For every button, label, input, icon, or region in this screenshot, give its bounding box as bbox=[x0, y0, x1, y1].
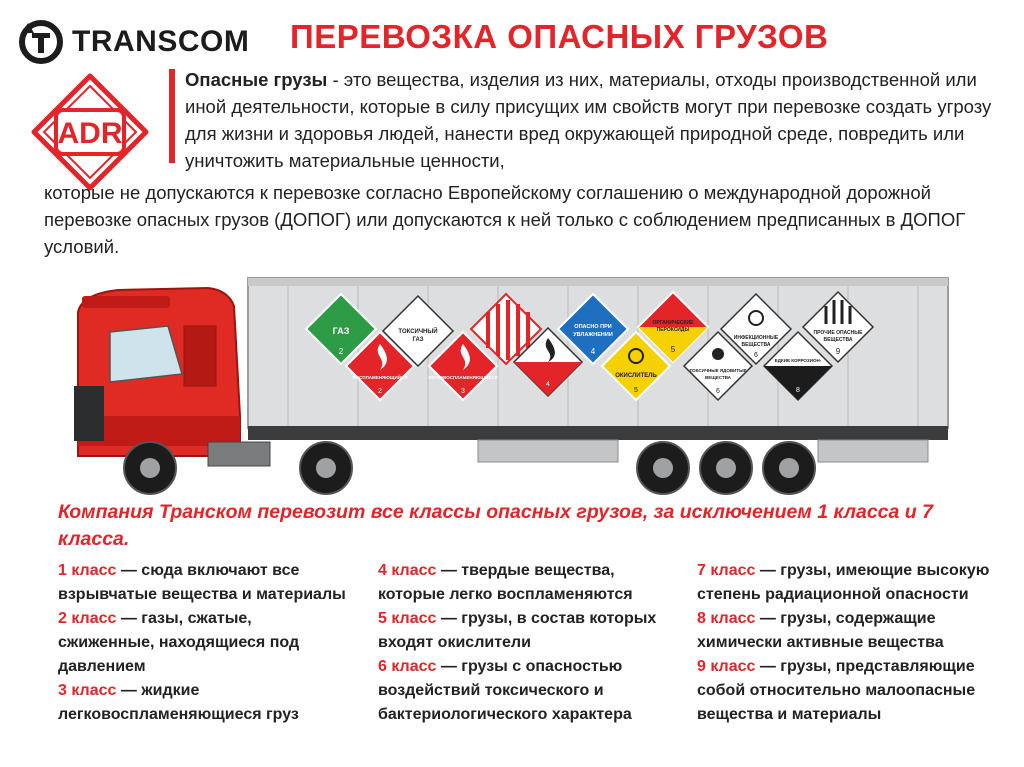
svg-text:УВЛАЖНЕНИИ: УВЛАЖНЕНИИ bbox=[573, 332, 613, 338]
page-title: ПЕРЕВОЗКА ОПАСНЫХ ГРУЗОВ bbox=[290, 18, 829, 55]
intro-term: Опасные грузы bbox=[185, 69, 328, 90]
company-note: Компания Транском перевозит все классы опасных грузов, за исключением 1 класса и 7 класса. bbox=[58, 501, 933, 550]
class-8-item: 8 класс — грузы, содержащие химически активные вещества bbox=[697, 610, 944, 651]
classes-column-1 bbox=[58, 559, 348, 727]
classes-column-2 bbox=[378, 559, 678, 727]
svg-text:ВЕЩЕСТВА: ВЕЩЕСТВА bbox=[741, 342, 771, 348]
svg-text:ТОКСИЧНЫЕ ЯДОВИТЫЕ: ТОКСИЧНЫЕ ЯДОВИТЫЕ bbox=[689, 368, 747, 373]
svg-text:ВЕЩЕСТВА: ВЕЩЕСТВА bbox=[704, 375, 732, 380]
svg-text:ОПАСНО ПРИ: ОПАСНО ПРИ bbox=[574, 324, 612, 330]
class-5-item: 5 класс — грузы, в состав которых входят окислители bbox=[378, 610, 657, 651]
svg-text:ВЕЩЕСТВА: ВЕЩЕСТВА bbox=[823, 337, 853, 343]
intro-definition-1: - это вещества, изделия из них, материалы, отходы производственной или иной деятельности, которые в силу присущих им свойств могут при перевозке создать угрозу для жизни и здоровья людей, нанести вред окружающей природной среде, повредить или уничтожить материальные ценности, bbox=[185, 69, 992, 171]
svg-text:8: 8 bbox=[796, 387, 800, 394]
svg-text:ГАЗ: ГАЗ bbox=[332, 326, 350, 336]
adr-diamond-icon bbox=[30, 72, 150, 192]
svg-text:3: 3 bbox=[461, 388, 465, 395]
brand-name: TRANSCOM bbox=[72, 25, 250, 58]
intro-definition-2: которые не допускаются к перевозке согласно Европейскому соглашению о международной дорожной перевозке опасных грузов (ДОПОГ) или допускаются к ней только с соблюдением предписанных в ДОПОГ условий. bbox=[44, 182, 966, 257]
svg-text:6: 6 bbox=[716, 388, 720, 395]
svg-text:ПРОЧИЕ ОПАСНЫЕ: ПРОЧИЕ ОПАСНЫЕ bbox=[813, 330, 863, 336]
svg-text:ЕДКИЕ КОРРОЗИОН-: ЕДКИЕ КОРРОЗИОН- bbox=[774, 358, 822, 363]
classes-column-3 bbox=[697, 559, 1007, 727]
svg-text:5: 5 bbox=[670, 345, 676, 354]
svg-text:4: 4 bbox=[590, 347, 596, 356]
svg-text:4: 4 bbox=[546, 381, 550, 388]
class-7-item: 7 класс — грузы, имеющие высокую степень радиационной опасности bbox=[697, 562, 990, 603]
brand-logo bbox=[18, 14, 249, 70]
svg-text:ПЕРОКСИДЫ: ПЕРОКСИДЫ bbox=[656, 327, 690, 333]
accent-bar bbox=[169, 69, 175, 163]
svg-text:5: 5 bbox=[634, 387, 638, 394]
svg-text:ОКИСЛИТЕЛЬ: ОКИСЛИТЕЛЬ bbox=[615, 373, 657, 379]
class-6-item: 6 класс — грузы с опасностью воздействий токсического и бактериологического характера bbox=[378, 658, 632, 723]
svg-text:ТОКСИЧНЫЙ: ТОКСИЧНЫЙ bbox=[398, 329, 438, 335]
svg-text:ИНФЕКЦИОННЫЕ: ИНФЕКЦИОННЫЕ bbox=[733, 335, 779, 341]
hazmat-truck-illustration bbox=[58, 266, 958, 501]
svg-text:ГАЗ: ГАЗ bbox=[412, 337, 424, 343]
svg-text:9: 9 bbox=[835, 347, 841, 356]
transcom-logo-icon bbox=[18, 19, 64, 65]
class-4-item: 4 класс — твердые вещества, которые легко воспламеняются bbox=[378, 562, 633, 603]
svg-text:2: 2 bbox=[338, 347, 344, 356]
adr-badge-text: ADR bbox=[57, 117, 123, 150]
svg-text:ВОСПЛАМЕНЯЮЩИЙСЯ: ВОСПЛАМЕНЯЮЩИЙСЯ bbox=[352, 375, 408, 380]
class-9-item: 9 класс — грузы, представляющие собой относительно малоопасные вещества и материалы bbox=[697, 658, 976, 723]
svg-text:6: 6 bbox=[754, 352, 758, 359]
svg-text:2: 2 bbox=[378, 388, 382, 395]
class-1-item: 1 класс — сюда включают все взрывчатые вещества и материалы bbox=[58, 562, 346, 603]
class-3-item: 3 класс — жидкие легковоспламеняющиеся груз bbox=[58, 682, 299, 723]
intro-paragraph bbox=[185, 66, 1015, 174]
svg-text:ОРГАНИЧЕСКИЕ: ОРГАНИЧЕСКИЕ bbox=[652, 320, 694, 326]
class-2-item: 2 класс — газы, сжатые, сжиженные, находящиеся под давлением bbox=[58, 610, 300, 675]
svg-text:ЛЕГКОВОСПЛАМЕНЯЮЩИЕСЯ: ЛЕГКОВОСПЛАМЕНЯЮЩИЕСЯ bbox=[428, 375, 498, 380]
